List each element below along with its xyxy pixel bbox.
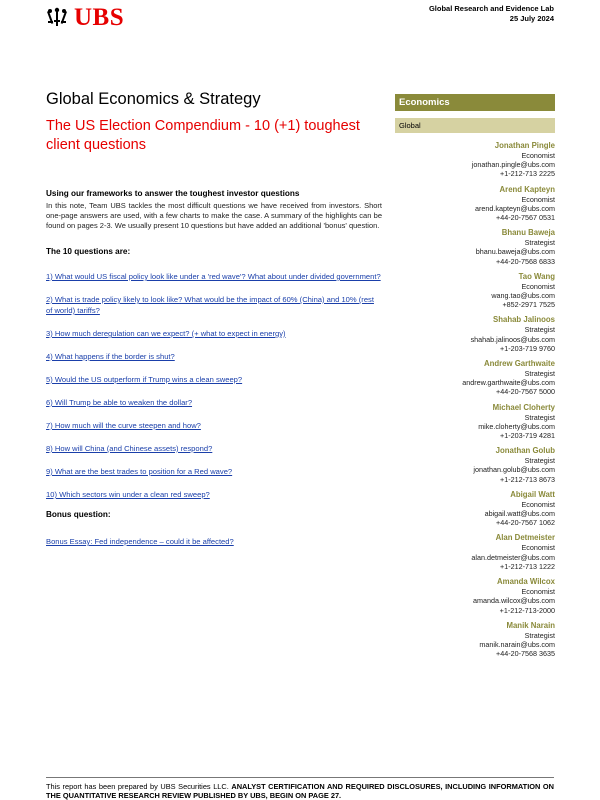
author-role: Economist <box>521 281 555 291</box>
author-role: Economist <box>521 543 555 553</box>
author-role: Strategist <box>524 456 555 466</box>
author-role: Strategist <box>524 238 555 248</box>
author-entry <box>395 489 555 528</box>
sidebar <box>395 94 555 663</box>
footer-text: This report has been prepared by UBS Securities LLC. <box>46 782 232 791</box>
ubs-logo[interactable] <box>46 4 124 32</box>
author-name: Shahab Jalinoos <box>493 315 555 325</box>
question-link[interactable]: 10) Which sectors win under a clean red sweep? <box>46 490 210 499</box>
author-phone: +44-20-7568 6833 <box>496 256 555 266</box>
author-name: Michael Cloherty <box>492 402 555 412</box>
author-email[interactable]: amanda.wilcox@ubs.com <box>473 596 555 606</box>
question-link[interactable]: 9) What are the best trades to position for a Red wave? <box>46 467 233 476</box>
question-link[interactable]: 8) How will China (and Chinese assets) respond? <box>46 444 213 453</box>
report-title: The US Election Compendium - 10 (+1) toughest client questions <box>46 118 360 153</box>
author-email[interactable]: jonathan.pingle@ubs.com <box>471 160 555 170</box>
questions-heading: The 10 questions are: <box>46 247 131 256</box>
author-phone: +1-212-713 8673 <box>500 474 555 484</box>
author-email[interactable]: mike.cloherty@ubs.com <box>478 421 555 431</box>
author-phone: +1-212-713-2000 <box>499 605 555 615</box>
author-role: Economist <box>521 194 555 204</box>
author-entry <box>395 358 555 397</box>
report-date: 25 July 2024 <box>509 14 554 23</box>
author-role: Economist <box>521 587 555 597</box>
author-name: Manik Narain <box>506 620 555 630</box>
author-role: Economist <box>521 499 555 509</box>
region-bar: Global <box>395 118 555 133</box>
author-name: Andrew Garthwaite <box>483 359 555 369</box>
question-link[interactable]: 2) What is trade policy likely to look like? What would be the impact of 60% (China) and 10% (rest of world) tariffs? <box>46 295 374 315</box>
author-phone: +44-20-7567 5000 <box>496 387 555 397</box>
intro-heading: Using our frameworks to answer the toughest investor questions <box>46 189 300 198</box>
author-name: Tao Wang <box>518 271 555 281</box>
author-phone: +1-212-713 2225 <box>500 169 555 179</box>
disclosure-footer <box>46 777 554 800</box>
author-name: Bhanu Baweja <box>501 228 555 238</box>
author-email[interactable]: bhanu.baweja@ubs.com <box>475 247 555 257</box>
author-entry <box>395 576 555 615</box>
author-email[interactable]: jonathan.golub@ubs.com <box>473 465 555 475</box>
author-entry <box>395 445 555 484</box>
footer-bold-text: ANALYST CERTIFICATION AND REQUIRED DISCLOSURES, INCLUDING INFORMATION ON THE QUANTITATIVE RESEARCH REVIEW PUBLISHED BY UBS, BEGIN ON PAGE 27. <box>46 782 554 800</box>
author-role: Strategist <box>524 630 555 640</box>
author-role: Strategist <box>524 325 555 335</box>
author-name: Abigail Watt <box>510 489 555 499</box>
question-link[interactable]: 3) How much deregulation can we expect? (+ what to expect in energy) <box>46 329 286 338</box>
main-content <box>46 90 382 547</box>
author-role: Strategist <box>524 369 555 379</box>
author-role: Strategist <box>524 412 555 422</box>
author-entry <box>395 140 555 179</box>
author-phone: +44-20-7568 3635 <box>496 649 555 659</box>
bonus-essay-link[interactable]: Bonus Essay: Fed independence – could it be affected? <box>46 537 234 546</box>
author-email[interactable]: shahab.jalinoos@ubs.com <box>470 334 555 344</box>
author-entry <box>395 184 555 223</box>
author-entry <box>395 314 555 353</box>
logo-text: UBS <box>74 4 125 31</box>
question-link[interactable]: 4) What happens if the border is shut? <box>46 352 175 361</box>
bonus-heading: Bonus question: <box>46 510 111 519</box>
author-email[interactable]: arend.kapteyn@ubs.com <box>474 203 555 213</box>
author-entry <box>395 271 555 310</box>
author-phone: +44-20-7567 1062 <box>496 518 555 528</box>
header-meta <box>429 4 554 24</box>
question-link[interactable]: 5) Would the US outperform if Trump wins a clean sweep? <box>46 375 243 384</box>
author-entry <box>395 402 555 441</box>
author-phone: +44-20-7567 0531 <box>496 213 555 223</box>
section-title: Global Economics & Strategy <box>46 90 261 108</box>
author-name: Alan Detmeister <box>495 533 555 543</box>
question-link[interactable]: 1) What would US fiscal policy look like under a 'red wave'? What about under divided government? <box>46 272 381 281</box>
author-name: Jonathan Pingle <box>494 141 555 150</box>
author-name: Amanda Wilcox <box>497 577 555 587</box>
author-email[interactable]: wang.tao@ubs.com <box>491 291 555 301</box>
author-email[interactable]: alan.detmeister@ubs.com <box>471 552 555 562</box>
question-link[interactable]: 7) How much will the curve steepen and how? <box>46 421 201 430</box>
author-phone: +1-212-713 1222 <box>500 561 555 571</box>
author-phone: +1-203-719 9760 <box>500 343 555 353</box>
author-name: Jonathan Golub <box>495 446 555 456</box>
keys-icon <box>46 7 68 29</box>
category-bar: Economics <box>395 94 555 111</box>
author-email[interactable]: abigail.watt@ubs.com <box>484 509 555 519</box>
author-phone: +1-203-719 4281 <box>500 431 555 441</box>
author-email[interactable]: andrew.garthwaite@ubs.com <box>462 378 555 388</box>
author-email[interactable]: manik.narain@ubs.com <box>479 639 555 649</box>
author-phone: +852-2971 7525 <box>502 300 555 310</box>
author-entry <box>395 620 555 659</box>
authors-list <box>395 140 555 658</box>
author-entry <box>395 227 555 266</box>
author-entry <box>395 532 555 571</box>
author-name: Arend Kapteyn <box>499 184 555 194</box>
intro-paragraph: In this note, Team UBS tackles the most difficult questions we have received from investors. Short one-page answers are used, with a few charts to make the case. A summary of the highlights can be found on pages 2-3. We usually present 10 questions but have added an additional 'bonus' question. <box>46 201 382 230</box>
publisher: Global Research and Evidence Lab <box>428 4 554 13</box>
questions-list <box>46 271 382 500</box>
author-role: Economist <box>521 151 555 160</box>
question-link[interactable]: 6) Will Trump be able to weaken the dollar? <box>46 398 193 407</box>
